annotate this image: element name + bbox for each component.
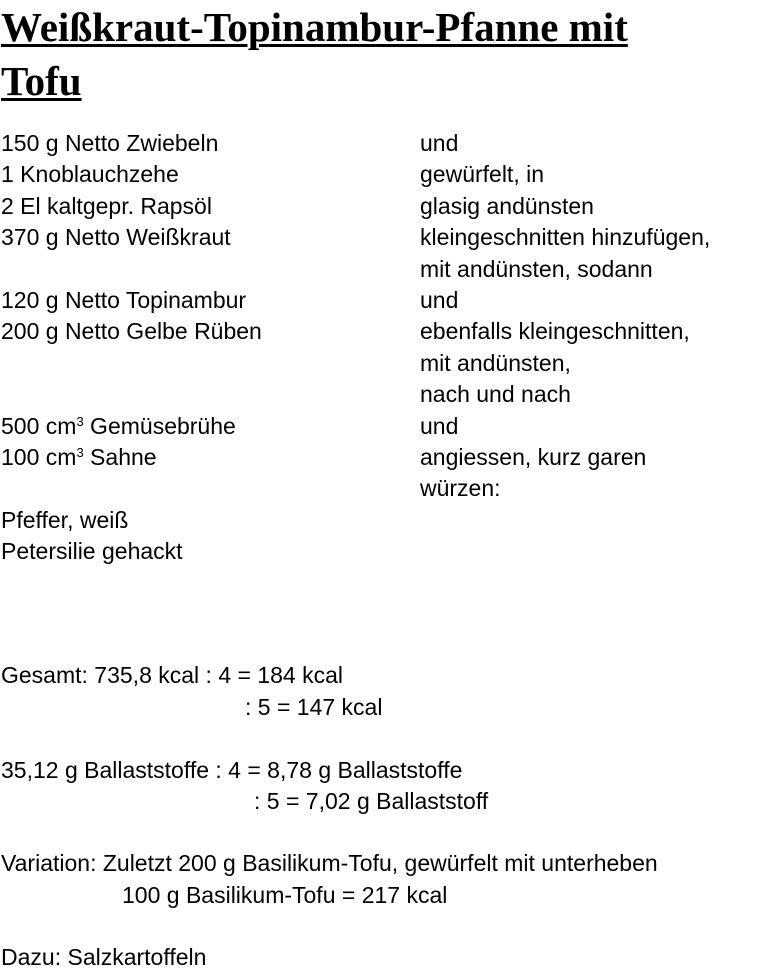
- recipe-title: [1, 0, 771, 108]
- instruction: nach und nach: [420, 381, 571, 408]
- ingredient-row: [1, 536, 776, 567]
- ingredient-row: [1, 442, 776, 473]
- instruction: gewürfelt, in: [420, 161, 545, 188]
- variation-line: Variation: Zuletzt 200 g Basilikum-Tofu, gewürfelt mit unterheben: [1, 850, 658, 876]
- ingredient: 1 Knoblauchzehe: [1, 161, 179, 188]
- instruction: angiessen, kurz garen: [420, 443, 647, 470]
- recipe-title-line-1: Weißkraut-Topinambur-Pfanne mit: [1, 4, 628, 50]
- ingredient-list: [1, 128, 776, 567]
- instruction: mit andünsten, sodann: [420, 255, 653, 282]
- ingredient: 2 El kaltgepr. Rapsöl: [1, 192, 212, 219]
- instruction: glasig andünsten: [420, 192, 594, 219]
- kcal-per-5-line: : 5 = 147 kcal: [245, 694, 383, 720]
- ingredient-row: [1, 473, 776, 504]
- recipe-title-line-2: Tofu: [1, 58, 82, 104]
- ingredient-row: [1, 379, 776, 410]
- superscript-unit: 3: [76, 413, 84, 429]
- ingredient-amount: 100 cm: [1, 443, 77, 470]
- ingredient: 150 g Netto Zwiebeln: [1, 130, 219, 156]
- instruction: mit andünsten,: [420, 349, 571, 376]
- instruction: und: [420, 130, 459, 156]
- instruction: ebenfalls kleingeschnitten,: [420, 318, 690, 345]
- ingredient: [1, 411, 236, 442]
- total-kcal-line: Gesamt: 735,8 kcal : 4 = 184 kcal: [1, 662, 343, 688]
- ingredient-amount: 500 cm: [1, 412, 77, 439]
- instruction: und: [420, 412, 459, 439]
- ingredient: 120 g Netto Topinambur: [1, 286, 247, 313]
- ingredient-name: Gemüsebrühe: [83, 412, 236, 439]
- instruction: kleingeschnitten hinzufügen,: [420, 224, 711, 251]
- variation-kcal-line: 100 g Basilikum-Tofu = 217 kcal: [122, 882, 448, 908]
- ingredient-row: [1, 285, 776, 316]
- ingredient-row: [1, 159, 776, 190]
- fiber-per-5-line: : 5 = 7,02 g Ballaststoff: [254, 788, 489, 814]
- ingredient: 370 g Netto Weißkraut: [1, 224, 231, 251]
- ingredient-row: [1, 316, 776, 347]
- ingredient-row: [1, 254, 776, 285]
- fiber-total-line: 35,12 g Ballaststoffe : 4 = 8,78 g Ballaststoffe: [1, 757, 463, 783]
- ingredient: 200 g Netto Gelbe Rüben: [1, 318, 262, 345]
- ingredient-row: [1, 222, 776, 253]
- ingredient: Petersilie gehackt: [1, 538, 183, 565]
- ingredient-row: [1, 128, 776, 159]
- ingredient-row: [1, 505, 776, 536]
- ingredient-name: Sahne: [83, 443, 157, 470]
- ingredient: [1, 442, 157, 473]
- superscript-unit: 3: [76, 444, 84, 460]
- instruction: würzen:: [420, 475, 501, 502]
- instruction: und: [420, 286, 459, 313]
- ingredient-row: [1, 191, 776, 222]
- ingredient-row: [1, 348, 776, 379]
- serving-suggestion: Dazu: Salzkartoffeln: [1, 944, 207, 970]
- ingredient: Pfeffer, weiß: [1, 506, 129, 533]
- ingredient-row: [1, 411, 776, 442]
